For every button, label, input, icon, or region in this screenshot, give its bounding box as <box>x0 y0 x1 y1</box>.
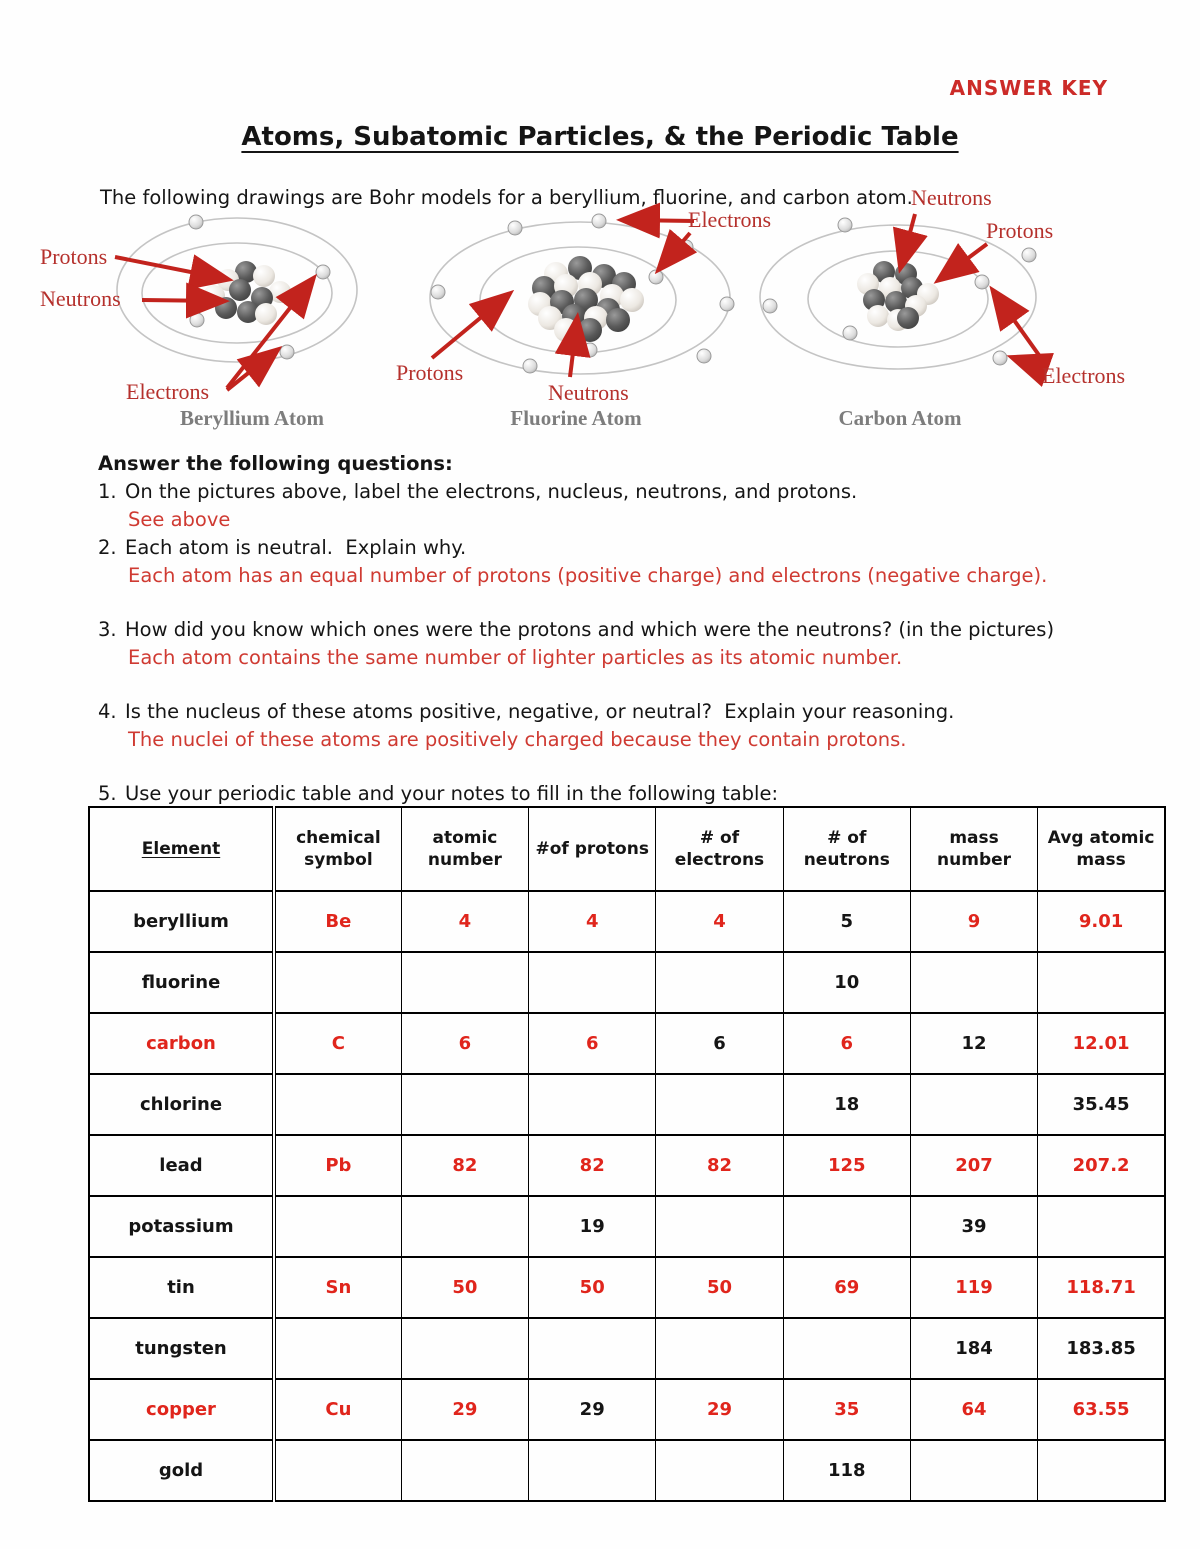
table-cell: Cu <box>274 1379 401 1440</box>
table-cell <box>529 1318 656 1379</box>
fluorine-caption: Fluorine Atom <box>510 406 642 430</box>
table-cell: 29 <box>656 1379 783 1440</box>
beryllium-neutrons-label: Neutrons <box>40 286 121 311</box>
table-cell <box>1038 1196 1165 1257</box>
table-row <box>89 891 1165 952</box>
table-cell <box>656 1318 783 1379</box>
table-cell <box>1038 952 1165 1013</box>
table-cell <box>1038 1440 1165 1501</box>
table-cell: 125 <box>783 1135 910 1196</box>
element-name-cell: copper <box>89 1379 274 1440</box>
table-cell: 19 <box>529 1196 656 1257</box>
table-cell <box>401 1440 528 1501</box>
question-text: On the pictures above, label the electrons, nucleus, neutrons, and protons. <box>125 480 858 503</box>
table-cell: 4 <box>529 891 656 952</box>
answer-4: The nuclei of these atoms are positively charged because they contain protons. <box>128 728 907 751</box>
table-cell: 6 <box>656 1013 783 1074</box>
col-header-element: Element <box>89 807 274 891</box>
question-number: 4. <box>98 700 117 723</box>
table-cell: 63.55 <box>1038 1379 1165 1440</box>
beryllium-protons-label: Protons <box>40 244 108 269</box>
table-cell: 9.01 <box>1038 891 1165 952</box>
answer-key-label: ANSWER KEY <box>949 76 1108 100</box>
table-cell: 35.45 <box>1038 1074 1165 1135</box>
table-cell <box>529 1440 656 1501</box>
table-cell <box>910 952 1037 1013</box>
table-cell: 64 <box>910 1379 1037 1440</box>
fluorine-protons-label: Protons <box>396 360 464 385</box>
table-cell: 29 <box>529 1379 656 1440</box>
element-name-cell: tungsten <box>89 1318 274 1379</box>
table-row <box>89 952 1165 1013</box>
table-cell <box>274 952 401 1013</box>
table-cell: 69 <box>783 1257 910 1318</box>
header-row <box>89 807 1165 891</box>
table-cell: 118.71 <box>1038 1257 1165 1318</box>
intro-text: The following drawings are Bohr models for a beryllium, fluorine, and carbon atom. <box>100 186 913 209</box>
table-cell: 35 <box>783 1379 910 1440</box>
element-table-body <box>89 891 1165 1501</box>
table-cell <box>656 1074 783 1135</box>
table-cell: C <box>274 1013 401 1074</box>
answer-3: Each atom contains the same number of lighter particles as its atomic number. <box>128 646 903 669</box>
table-cell: 82 <box>656 1135 783 1196</box>
question-number: 1. <box>98 480 117 503</box>
answer-1: See above <box>128 508 231 531</box>
table-cell <box>656 952 783 1013</box>
table-cell: 12 <box>910 1013 1037 1074</box>
fluorine-electrons-label: Electrons <box>688 207 772 232</box>
table-cell: 4 <box>656 891 783 952</box>
beryllium-caption: Beryllium Atom <box>179 406 325 430</box>
table-cell <box>401 952 528 1013</box>
table-row <box>89 1379 1165 1440</box>
element-name-cell: carbon <box>89 1013 274 1074</box>
carbon-nucleus <box>857 261 939 331</box>
table-cell: 9 <box>910 891 1037 952</box>
carbon-protons-label: Protons <box>986 218 1054 243</box>
table-cell: 50 <box>656 1257 783 1318</box>
table-cell <box>274 1196 401 1257</box>
table-row <box>89 1074 1165 1135</box>
table-cell <box>910 1074 1037 1135</box>
beryllium-nucleus <box>203 261 291 325</box>
table-cell: 207.2 <box>1038 1135 1165 1196</box>
col-header-avg-atomic-mass: Avg atomic mass <box>1038 807 1165 891</box>
table-cell: 12.01 <box>1038 1013 1165 1074</box>
table-cell: 183.85 <box>1038 1318 1165 1379</box>
table-cell: 5 <box>783 891 910 952</box>
table-cell: Be <box>274 891 401 952</box>
table-row <box>89 1318 1165 1379</box>
question-number: 5. <box>98 782 117 805</box>
table-cell: 50 <box>529 1257 656 1318</box>
question-1 <box>98 478 1128 505</box>
carbon-caption: Carbon Atom <box>838 406 962 430</box>
table-cell: 82 <box>529 1135 656 1196</box>
table-cell <box>656 1440 783 1501</box>
table-cell: 29 <box>401 1379 528 1440</box>
element-name-cell: fluorine <box>89 952 274 1013</box>
table-cell <box>529 1074 656 1135</box>
table-cell <box>401 1318 528 1379</box>
question-4 <box>98 698 1128 725</box>
question-text: Is the nucleus of these atoms positive, negative, or neutral? Explain your reasoning. <box>125 700 955 723</box>
col-header-num-protons: #of protons <box>529 807 656 891</box>
table-cell <box>274 1440 401 1501</box>
table-row <box>89 1257 1165 1318</box>
col-header-num-electrons: # of electrons <box>656 807 783 891</box>
table-row <box>89 1135 1165 1196</box>
table-row <box>89 1013 1165 1074</box>
table-cell <box>274 1318 401 1379</box>
table-cell: 207 <box>910 1135 1037 1196</box>
table-cell: 118 <box>783 1440 910 1501</box>
table-cell: 6 <box>783 1013 910 1074</box>
fluorine-neutrons-label: Neutrons <box>548 380 629 405</box>
fluorine-atom-diagram <box>430 214 734 374</box>
beryllium-electrons-label: Electrons <box>126 379 210 404</box>
table-cell: 10 <box>783 952 910 1013</box>
table-cell <box>783 1196 910 1257</box>
element-table <box>88 806 1166 1502</box>
element-name-cell: beryllium <box>89 891 274 952</box>
element-name-cell: chlorine <box>89 1074 274 1135</box>
table-cell: 18 <box>783 1074 910 1135</box>
page-title: Atoms, Subatomic Particles, & the Periodic Table <box>241 122 959 152</box>
table-cell <box>910 1440 1037 1501</box>
table-cell <box>401 1074 528 1135</box>
table-cell: 6 <box>401 1013 528 1074</box>
table-cell: Pb <box>274 1135 401 1196</box>
col-header-atomic-number: atomic number <box>401 807 528 891</box>
table-cell <box>656 1196 783 1257</box>
table-cell <box>529 952 656 1013</box>
table-cell: 82 <box>401 1135 528 1196</box>
element-table-header <box>89 807 1165 891</box>
table-row <box>89 1196 1165 1257</box>
beryllium-atom-diagram <box>117 215 357 362</box>
element-name-cell: potassium <box>89 1196 274 1257</box>
table-cell <box>783 1318 910 1379</box>
question-text: Use your periodic table and your notes to fill in the following table: <box>125 782 779 805</box>
question-5 <box>98 780 1128 807</box>
col-header-chemical-symbol: chemical symbol <box>274 807 401 891</box>
table-cell: 6 <box>529 1013 656 1074</box>
question-text: How did you know which ones were the protons and which were the neutrons? (in the pictures) <box>125 618 1055 641</box>
col-header-num-neutrons: # of neutrons <box>783 807 910 891</box>
table-cell: 184 <box>910 1318 1037 1379</box>
table-cell: 119 <box>910 1257 1037 1318</box>
table-cell <box>274 1074 401 1135</box>
question-text: Each atom is neutral. Explain why. <box>125 536 467 559</box>
col-header-mass-number: mass number <box>910 807 1037 891</box>
table-cell: 4 <box>401 891 528 952</box>
answer-2: Each atom has an equal number of protons (positive charge) and electrons (negative charge). <box>128 564 1048 587</box>
question-3 <box>98 616 1128 643</box>
element-name-cell: gold <box>89 1440 274 1501</box>
carbon-electrons-label: Electrons <box>1042 363 1126 388</box>
table-row <box>89 1440 1165 1501</box>
element-name-cell: lead <box>89 1135 274 1196</box>
table-cell: 50 <box>401 1257 528 1318</box>
questions-section <box>98 450 1128 807</box>
fluorine-nucleus <box>528 256 644 342</box>
element-name-cell: tin <box>89 1257 274 1318</box>
carbon-neutrons-label: Neutrons <box>911 185 992 210</box>
table-cell: 39 <box>910 1196 1037 1257</box>
questions-heading: Answer the following questions: <box>98 452 453 475</box>
table-cell <box>401 1196 528 1257</box>
question-2 <box>98 534 1128 561</box>
table-cell: Sn <box>274 1257 401 1318</box>
question-number: 3. <box>98 618 117 641</box>
question-number: 2. <box>98 536 117 559</box>
